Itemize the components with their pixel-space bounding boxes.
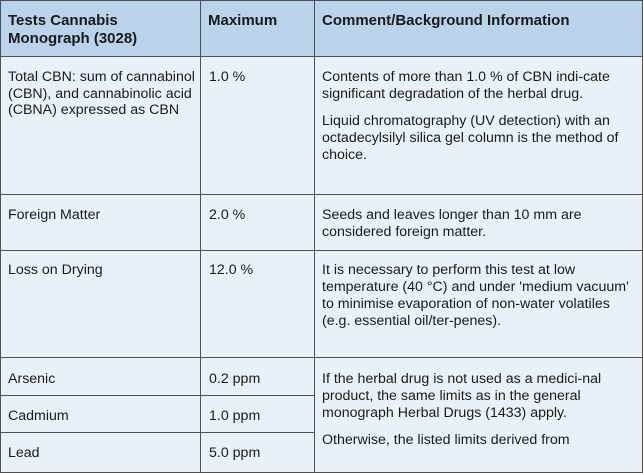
table-row-cbn-test: Total CBN: sum of cannabinol (CBN), and cannabinolic acid (CBNA) expressed as CBN (8, 69, 195, 119)
row-divider (0, 56, 643, 57)
column-divider (0, 0, 1, 473)
table-row-cadmium-max: 1.0 ppm (209, 408, 261, 424)
header-comment: Comment/Background Information (322, 12, 570, 29)
table-row-arsenic-max: 0.2 ppm (209, 371, 261, 387)
metals-comment (322, 371, 638, 473)
table-row-arsenic-test: Arsenic (8, 371, 56, 387)
table-row-foreign-comment: Seeds and leaves longer than 10 mm are considered foreign matter. (322, 207, 582, 240)
row-divider (0, 395, 315, 396)
table-row-drying-max: 12.0 % (209, 262, 254, 278)
column-divider (200, 0, 201, 473)
comment-paragraph: Contents of more than 1.0 % of CBN indi-cate significant degradation of the herbal drug. (322, 69, 610, 102)
row-divider (0, 0, 643, 1)
table-row-cbn-max: 1.0 % (209, 69, 246, 85)
row-divider (0, 194, 643, 195)
header-maximum: Maximum (208, 12, 278, 29)
table-row-cadmium-test: Cadmium (8, 408, 69, 424)
comment-paragraph: Otherwise, the listed limits derived from (322, 432, 570, 448)
table-row-drying-comment: It is necessary to perform this test at low temperature (40 °C) and under 'medium vacuum' to minimise evaporation of non-water volatiles (e.g. essential oil/ter-penes). (322, 262, 629, 329)
column-divider (314, 0, 315, 473)
table-row-lead-max: 5.0 ppm (209, 445, 261, 461)
table-row-cbn-comment (322, 69, 638, 164)
row-divider (0, 357, 643, 358)
header-tests: Tests Cannabis Monograph (3028) (8, 12, 138, 47)
table-row-foreign-max: 2.0 % (209, 207, 246, 223)
comment-paragraph: If the herbal drug is not used as a medici-nal product, the same limits as in the general monograph Herbal Drugs (1433) apply. (322, 371, 602, 421)
table-row-lead-test: Lead (8, 445, 40, 461)
table-row-drying-test: Loss on Drying (8, 262, 103, 278)
row-divider (0, 432, 315, 433)
row-divider (0, 250, 643, 251)
table-row-foreign-test: Foreign Matter (8, 207, 101, 223)
comment-paragraph: Liquid chromatography (UV detection) with an octadecylsilyl silica gel column is the method of choice. (322, 113, 619, 163)
